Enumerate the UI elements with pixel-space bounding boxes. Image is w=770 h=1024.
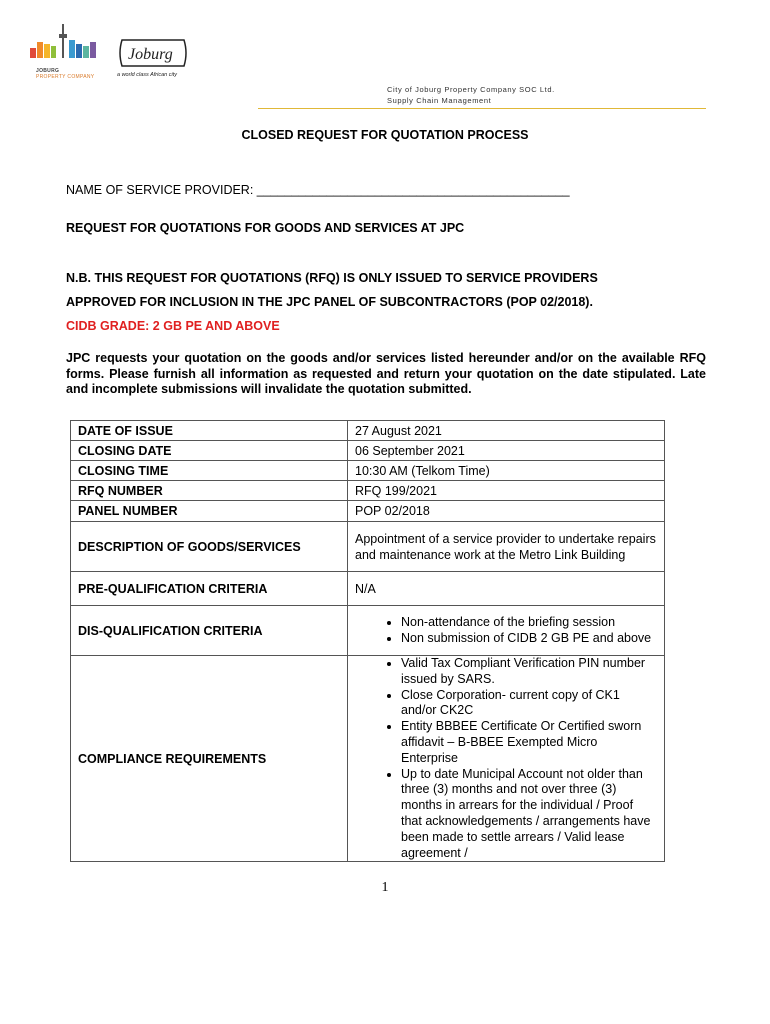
rfq-details-table <box>70 420 665 862</box>
prequalification-label: PRE-QUALIFICATION CRITERIA <box>71 572 348 606</box>
company-header <box>387 84 555 106</box>
rfq-heading: REQUEST FOR QUOTATIONS FOR GOODS AND SERVICES AT JPC <box>66 221 465 235</box>
table-row <box>71 501 665 522</box>
compliance-value <box>348 656 665 862</box>
header-divider <box>258 108 706 109</box>
service-provider-field: NAME OF SERVICE PROVIDER: _____________________________________________ <box>66 183 570 197</box>
description-value: Appointment of a service provider to undertake repairs and maintenance work at the Metro Link Building <box>348 522 665 572</box>
joburg-logo-text: Joburg <box>128 46 173 63</box>
jpc-logo-caption <box>36 68 94 80</box>
panel-number-label: PANEL NUMBER <box>71 501 348 522</box>
closing-time-value: 10:30 AM (Telkom Time) <box>348 461 665 481</box>
disqualification-list <box>355 615 657 647</box>
document-title: CLOSED REQUEST FOR QUOTATION PROCESS <box>241 128 529 142</box>
intro-paragraph: JPC requests your quotation on the goods and/or services listed hereunder and/or on the available RFQ forms. Please furnish all information as requested and return your quotation on the date stipulated. Late and incomplete submissions will invalidate the quotation submitted. <box>66 351 706 396</box>
list-item: • Entity BBBEE Certificate Or Certified sworn affidavit – B-BBEE Exempted Micro Enterprise <box>401 719 657 766</box>
disqualification-value <box>348 606 665 656</box>
joburg-logo <box>116 36 191 70</box>
table-row <box>71 481 665 501</box>
closing-date-value: 06 September 2021 <box>348 441 665 461</box>
table-row <box>71 522 665 572</box>
closing-time-label: CLOSING TIME <box>71 461 348 481</box>
table-row <box>71 656 665 862</box>
cidb-grade: CIDB GRADE: 2 GB PE AND ABOVE <box>66 319 280 333</box>
table-row <box>71 461 665 481</box>
nb-line-1: N.B. THIS REQUEST FOR QUOTATIONS (RFQ) IS ONLY ISSUED TO SERVICE PROVIDERS <box>66 271 598 285</box>
disqualification-label: DIS-QUALIFICATION CRITERIA <box>71 606 348 656</box>
compliance-label: COMPLIANCE REQUIREMENTS <box>71 656 348 862</box>
page-number: 1 <box>381 880 389 895</box>
joburg-tagline: a world class African city <box>117 72 178 78</box>
description-label: DESCRIPTION OF GOODS/SERVICES <box>71 522 348 572</box>
table-row <box>71 572 665 606</box>
compliance-list <box>355 656 657 861</box>
table-row <box>71 606 665 656</box>
table-row <box>71 441 665 461</box>
department-name: Supply Chain Management <box>387 96 492 105</box>
rfq-number-value: RFQ 199/2021 <box>348 481 665 501</box>
panel-number-value: POP 02/2018 <box>348 501 665 522</box>
prequalification-value: N/A <box>348 572 665 606</box>
list-item: • Up to date Municipal Account not older than three (3) months and not over three (3) months in arrears for the individual / Proof that acknowledgements / arrangements have been made to settle arrears / Valid lease agreement / <box>401 767 657 862</box>
list-item: • Valid Tax Compliant Verification PIN number issued by SARS. <box>401 656 657 688</box>
company-name: City of Joburg Property Company SOC Ltd. <box>387 85 555 94</box>
table-row <box>71 421 665 441</box>
closing-date-label: CLOSING DATE <box>71 441 348 461</box>
jpc-logo-line1: JOBURG <box>36 68 60 74</box>
date-of-issue-label: DATE OF ISSUE <box>71 421 348 441</box>
jpc-logo-line2: PROPERTY COMPANY <box>36 74 95 80</box>
list-item: • Non submission of CIDB 2 GB PE and above <box>401 631 657 647</box>
nb-notice <box>66 266 598 338</box>
list-item: • Close Corporation- current copy of CK1 and/or CK2C <box>401 688 657 720</box>
list-item: • Non-attendance of the briefing session <box>401 615 657 631</box>
date-of-issue-value: 27 August 2021 <box>348 421 665 441</box>
nb-line-2: APPROVED FOR INCLUSION IN THE JPC PANEL OF SUBCONTRACTORS (POP 02/2018). <box>66 295 593 309</box>
rfq-number-label: RFQ NUMBER <box>71 481 348 501</box>
